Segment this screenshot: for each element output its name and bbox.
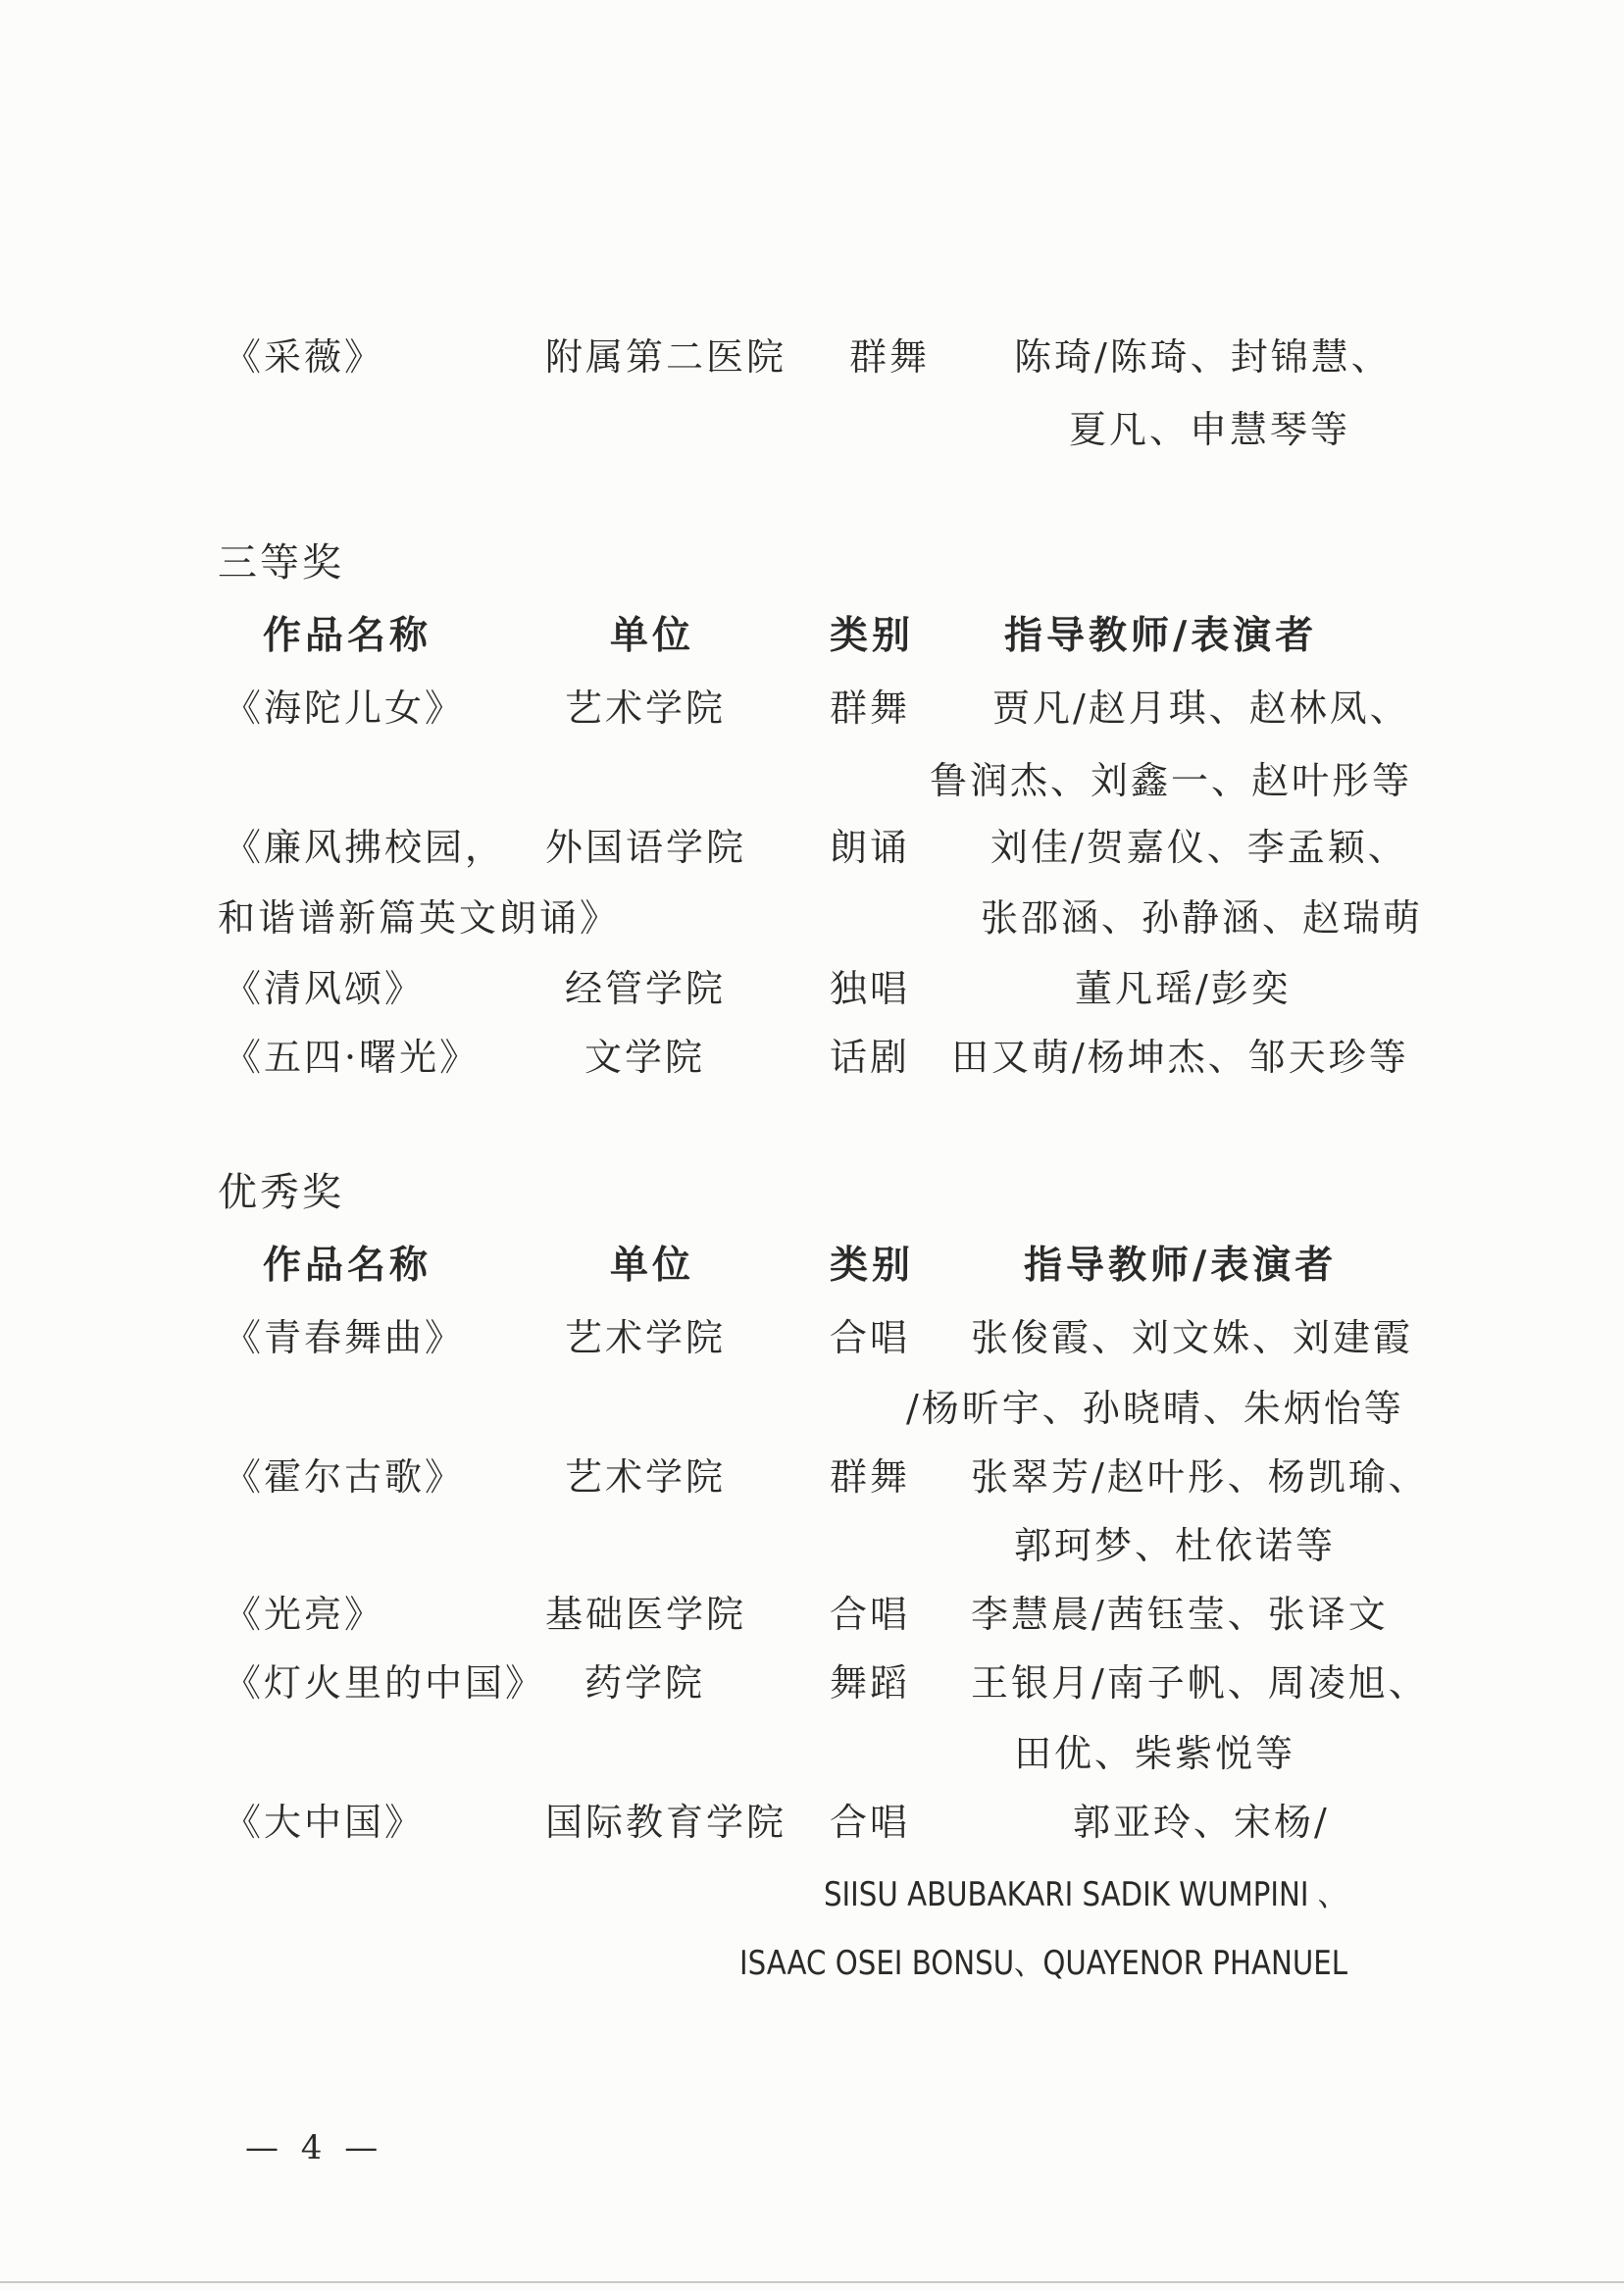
entry-category: 合唱: [830, 1593, 911, 1636]
entry-people: 夏凡、申慧琴等: [1069, 408, 1351, 451]
entry-category: 独唱: [830, 967, 911, 1010]
entry-people: 张邵涵、孙静涵、赵瑞萌: [981, 896, 1424, 940]
entry-people: 田又萌/杨坤杰、邹天珍等: [951, 1036, 1409, 1079]
page-number: — 4 —: [245, 2128, 384, 2167]
entry-title: 和谐谱新篇英文朗诵》: [218, 896, 621, 940]
entry-unit: 经管学院: [565, 967, 727, 1010]
entry-unit: 附属第二医院: [545, 335, 787, 379]
entry-category: 合唱: [830, 1801, 911, 1844]
entry-category: 话剧: [830, 1036, 911, 1079]
scan-edge-line: [0, 2281, 1624, 2283]
entry-unit: 外国语学院: [545, 826, 747, 869]
entry-category: 群舞: [830, 687, 911, 730]
entry-people: 鲁润杰、刘鑫一、赵叶彤等: [930, 759, 1413, 802]
column-header-title: 作品名称: [263, 1243, 432, 1288]
entry-unit: 国际教育学院: [545, 1801, 787, 1844]
entry-category: 群舞: [849, 335, 931, 379]
column-header-unit: 单位: [610, 613, 695, 658]
column-header-unit: 单位: [610, 1243, 695, 1288]
section-heading-excellence-prize: 优秀奖: [218, 1170, 344, 1215]
entry-unit: 艺术学院: [565, 687, 727, 730]
entry-people: 陈琦/陈琦、封锦慧、: [1014, 335, 1392, 379]
entry-unit: 艺术学院: [565, 1316, 727, 1359]
section-heading-third-prize: 三等奖: [218, 540, 344, 585]
entry-people: SIISU ABUBAKARI SADIK WUMPINI 、: [824, 1875, 1347, 1914]
entry-title: 《光亮》: [224, 1593, 385, 1636]
entry-title: 《霍尔古歌》: [224, 1455, 466, 1499]
entry-people: 贾凡/赵月琪、赵林凤、: [992, 687, 1410, 730]
entry-unit: 基础医学院: [545, 1593, 747, 1636]
entry-people: 王银月/南子帆、周凌旭、: [971, 1661, 1429, 1705]
column-header-category: 类别: [830, 613, 915, 658]
entry-title: 《青春舞曲》: [224, 1316, 466, 1359]
entry-title: 《大中国》: [224, 1801, 426, 1844]
entry-unit: 文学院: [584, 1036, 706, 1079]
entry-title: 《采薇》: [224, 335, 385, 379]
entry-title: 《清风颂》: [224, 967, 426, 1010]
entry-people: 张翠芳/赵叶彤、杨凯瑜、: [971, 1455, 1429, 1499]
entry-unit: 药学院: [584, 1661, 706, 1705]
column-header-category: 类别: [830, 1243, 915, 1288]
column-header-people: 指导教师/表演者: [1004, 613, 1318, 658]
entry-category: 群舞: [830, 1455, 911, 1499]
entry-people: 董凡瑶/彭奕: [1075, 967, 1292, 1010]
entry-people: 李慧晨/茜钰莹、张译文: [971, 1593, 1389, 1636]
column-header-title: 作品名称: [263, 613, 432, 658]
entry-category: 朗诵: [830, 826, 911, 869]
entry-title: 《灯火里的中国》: [224, 1661, 546, 1705]
entry-title: 《海陀儿女》: [224, 687, 466, 730]
entry-people: /杨昕宇、孙晓晴、朱炳怡等: [906, 1387, 1404, 1430]
entry-category: 舞蹈: [830, 1661, 911, 1705]
entry-title: 《廉风拂校园，: [224, 826, 506, 869]
entry-people: 郭亚玲、宋杨/: [1073, 1801, 1330, 1844]
entry-people: 张俊霞、刘文姝、刘建霞: [971, 1316, 1414, 1359]
entry-people: ISAAC OSEI BONSU、QUAYENOR PHANUEL: [739, 1944, 1348, 1983]
entry-people: 田优、柴紫悦等: [1014, 1732, 1296, 1775]
entry-unit: 艺术学院: [565, 1455, 727, 1499]
entry-category: 合唱: [830, 1316, 911, 1359]
column-header-people: 指导教师/表演者: [1024, 1243, 1338, 1288]
entry-people: 刘佳/贺嘉仪、李孟颖、: [990, 826, 1408, 869]
entry-people: 郭珂梦、杜依诺等: [1014, 1524, 1337, 1567]
entry-title: 《五四·曙光》: [224, 1036, 481, 1079]
